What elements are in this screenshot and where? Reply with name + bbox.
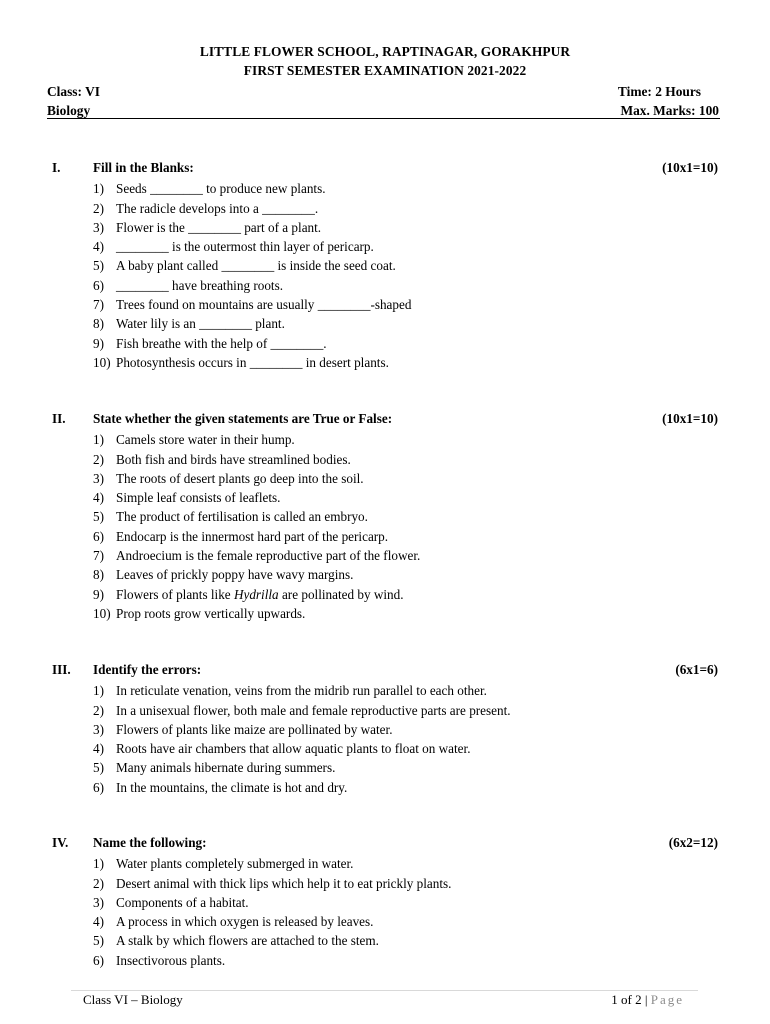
question-text: A stalk by which flowers are attached to the stem. bbox=[116, 933, 379, 949]
question-number: 3) bbox=[93, 470, 104, 486]
question-number: 10) bbox=[93, 354, 111, 370]
question-item bbox=[93, 565, 420, 584]
question-text: Insectivorous plants. bbox=[116, 952, 226, 968]
question-number: 2) bbox=[93, 200, 104, 216]
question-item bbox=[93, 488, 420, 507]
question-text: Both fish and birds have streamlined bodies. bbox=[116, 451, 351, 467]
question-number: 3) bbox=[93, 894, 104, 910]
question-number: 9) bbox=[93, 586, 104, 602]
question-item bbox=[93, 720, 511, 739]
question-item bbox=[93, 893, 451, 912]
question-number: 2) bbox=[93, 702, 104, 718]
question-number: 6) bbox=[93, 528, 104, 544]
question-item bbox=[93, 353, 411, 372]
section-number: III. bbox=[52, 662, 71, 677]
question-number: 6) bbox=[93, 952, 104, 968]
question-item bbox=[93, 450, 420, 469]
question-item bbox=[93, 507, 420, 526]
question-number: 4) bbox=[93, 490, 104, 506]
question-number: 6) bbox=[93, 779, 104, 795]
section-number: I. bbox=[52, 160, 61, 175]
subject-label: Biology bbox=[47, 103, 91, 118]
question-text: Simple leaf consists of leaflets. bbox=[116, 490, 281, 506]
question-text: The roots of desert plants go deep into the soil. bbox=[116, 470, 364, 486]
question-text: Water lily is an ________ plant. bbox=[116, 316, 285, 332]
section-number: IV. bbox=[52, 835, 69, 850]
question-text: Flower is the ________ part of a plant. bbox=[116, 219, 322, 235]
question-text: ________ is the outermost thin layer of pericarp. bbox=[116, 239, 374, 255]
question-item bbox=[93, 218, 411, 237]
header-divider bbox=[47, 118, 720, 119]
question-text: Fish breathe with the help of ________. bbox=[116, 335, 327, 351]
question-text: Camels store water in their hump. bbox=[116, 432, 295, 448]
question-number: 1) bbox=[93, 181, 104, 197]
question-text: Components of a habitat. bbox=[116, 894, 249, 910]
question-item bbox=[93, 912, 451, 931]
question-text-start: Flowers of plants like bbox=[116, 586, 234, 602]
question-number: 1) bbox=[93, 856, 104, 872]
question-number: 4) bbox=[93, 914, 104, 930]
question-number: 5) bbox=[93, 258, 104, 274]
question-item bbox=[93, 237, 411, 256]
max-marks-label: Max. Marks: 100 bbox=[620, 103, 719, 118]
question-item bbox=[93, 585, 420, 604]
question-text: Water plants completely submerged in water. bbox=[116, 856, 354, 872]
section-title: Fill in the Blanks: bbox=[93, 160, 194, 175]
question-text: A process in which oxygen is released by leaves. bbox=[116, 914, 374, 930]
question-text: ________ have breathing roots. bbox=[116, 277, 284, 293]
question-number: 8) bbox=[93, 316, 104, 332]
question-text-end: are pollinated by wind. bbox=[278, 586, 404, 602]
question-number: 10) bbox=[93, 605, 111, 621]
section-title: Identify the errors: bbox=[93, 662, 202, 677]
question-text: Seeds ________ to produce new plants. bbox=[116, 181, 326, 197]
class-label: Class: VI bbox=[47, 84, 100, 99]
question-number: 5) bbox=[93, 509, 104, 525]
question-item bbox=[93, 758, 511, 777]
question-number: 6) bbox=[93, 277, 104, 293]
question-text: Roots have air chambers that allow aquatic plants to float on water. bbox=[116, 741, 471, 757]
question-item bbox=[93, 951, 451, 970]
question-number: 4) bbox=[93, 741, 104, 757]
question-item bbox=[93, 874, 451, 893]
question-item bbox=[93, 179, 411, 198]
question-text: In a unisexual flower, both male and female reproductive parts are present. bbox=[116, 702, 511, 718]
footer-class-subject: Class VI – Biology bbox=[83, 992, 183, 1007]
question-item bbox=[93, 334, 411, 353]
question-text: In the mountains, the climate is hot and dry. bbox=[116, 779, 348, 795]
question-number: 8) bbox=[93, 567, 104, 583]
question-item bbox=[93, 256, 411, 275]
question-item bbox=[93, 739, 511, 758]
question-item bbox=[93, 527, 420, 546]
question-number: 2) bbox=[93, 451, 104, 467]
question-text: Leaves of prickly poppy have wavy margins. bbox=[116, 567, 354, 583]
section-marks: (10x1=10) bbox=[662, 411, 718, 426]
question-number: 5) bbox=[93, 933, 104, 949]
question-text: Many animals hibernate during summers. bbox=[116, 760, 336, 776]
section-title: State whether the given statements are True or False: bbox=[93, 411, 393, 426]
section-marks: (6x1=6) bbox=[675, 662, 718, 677]
question-list bbox=[93, 854, 451, 970]
exam-title: FIRST SEMESTER EXAMINATION 2021-2022 bbox=[243, 63, 527, 78]
question-item bbox=[93, 604, 420, 623]
question-list bbox=[93, 430, 420, 623]
question-number: 7) bbox=[93, 548, 104, 564]
footer-page-number bbox=[611, 992, 684, 1008]
question-item bbox=[93, 430, 420, 449]
page-separator: | bbox=[644, 992, 648, 1007]
question-item bbox=[93, 199, 411, 218]
question-number: 4) bbox=[93, 239, 104, 255]
question-text: Endocarp is the innermost hard part of the pericarp. bbox=[116, 528, 389, 544]
question-text: Desert animal with thick lips which help it to eat prickly plants. bbox=[116, 875, 452, 891]
question-number: 3) bbox=[93, 219, 104, 235]
question-list bbox=[93, 179, 411, 372]
question-text bbox=[116, 587, 404, 602]
question-text: A baby plant called ________ is inside the seed coat. bbox=[116, 258, 396, 274]
page-count: 1 of 2 bbox=[611, 992, 642, 1007]
section-marks: (6x2=12) bbox=[668, 835, 718, 850]
section-marks: (10x1=10) bbox=[662, 160, 718, 175]
question-item bbox=[93, 681, 511, 700]
species-name: Hydrilla bbox=[233, 586, 279, 602]
question-number: 7) bbox=[93, 297, 104, 313]
question-text: The radicle develops into a ________. bbox=[116, 200, 319, 216]
question-list bbox=[93, 681, 511, 797]
question-item bbox=[93, 546, 420, 565]
question-number: 1) bbox=[93, 683, 104, 699]
page-word: Page bbox=[650, 992, 684, 1007]
question-text: Androecium is the female reproductive part of the flower. bbox=[116, 548, 421, 564]
question-item bbox=[93, 701, 511, 720]
question-text: Prop roots grow vertically upwards. bbox=[116, 605, 306, 621]
section-title: Name the following: bbox=[93, 835, 207, 850]
question-number: 5) bbox=[93, 760, 104, 776]
school-name: LITTLE FLOWER SCHOOL, RAPTINAGAR, GORAKHPUR bbox=[199, 44, 571, 59]
question-text: Photosynthesis occurs in ________ in desert plants. bbox=[116, 354, 389, 370]
time-label: Time: 2 Hours bbox=[617, 84, 701, 99]
question-text: Trees found on mountains are usually ________-shaped bbox=[116, 297, 412, 313]
question-text: In reticulate venation, veins from the midrib run parallel to each other. bbox=[116, 683, 487, 699]
question-item bbox=[93, 931, 451, 950]
question-number: 9) bbox=[93, 335, 104, 351]
question-item bbox=[93, 295, 411, 314]
question-item bbox=[93, 276, 411, 295]
question-text: Flowers of plants like maize are pollinated by water. bbox=[116, 721, 393, 737]
question-number: 2) bbox=[93, 875, 104, 891]
question-number: 1) bbox=[93, 432, 104, 448]
section-number: II. bbox=[52, 411, 66, 426]
question-item bbox=[93, 778, 511, 797]
question-item bbox=[93, 469, 420, 488]
question-item bbox=[93, 854, 451, 873]
question-text: The product of fertilisation is called an embryo. bbox=[116, 509, 368, 525]
question-item bbox=[93, 314, 411, 333]
question-number: 3) bbox=[93, 721, 104, 737]
footer-divider bbox=[71, 990, 698, 991]
